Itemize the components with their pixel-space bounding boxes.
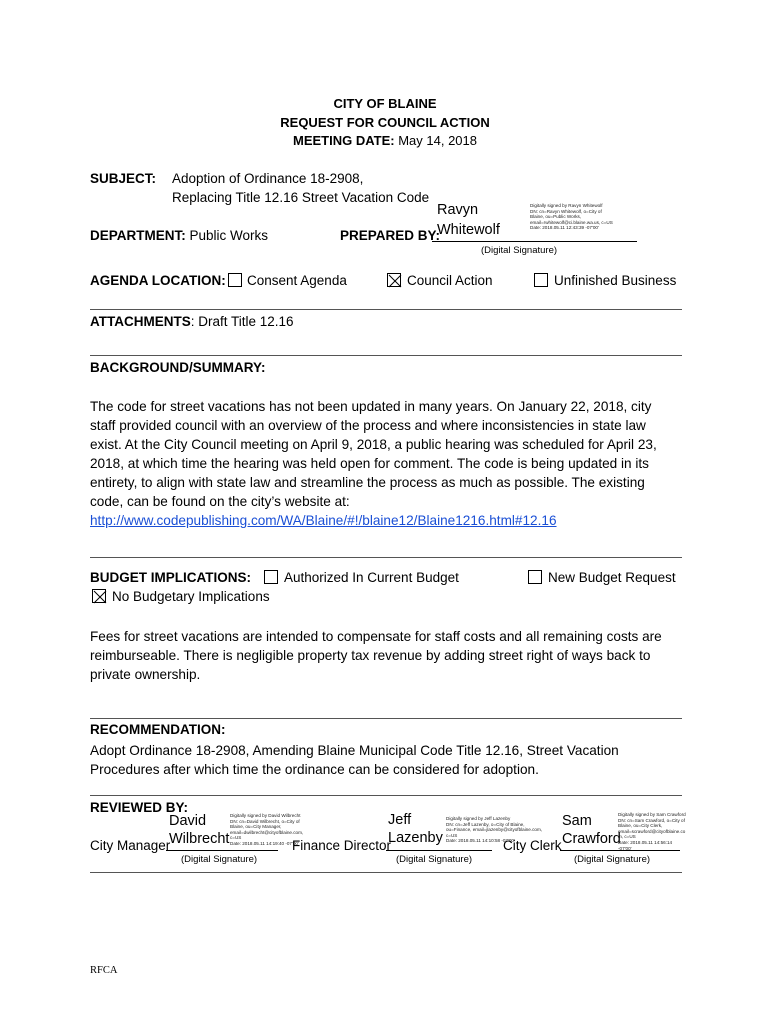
city-name: CITY OF BLAINE (333, 96, 437, 111)
finance-director-signature-details: Digitally signed by Jeff Lazenby DN: cn=Jeff Lazenby, o=City of Blaine, ou=Finance, email=jlazenby@cityofblaine.com, c=US Date: 2018.05.11 14:10:58 -07'00' (446, 816, 543, 844)
budget-implications-label: BUDGET IMPLICATIONS: (90, 570, 251, 585)
meeting-date-row (0, 133, 770, 148)
city-clerk-signature-details: Digitally signed by Sam Crawford DN: cn=Sam Crawford, o=City of Blaine, ou=City Clerk, email=scrawford@cityofblaine.co m, c=US Date: 2018.05.11 14:56:14 -07'00' (618, 812, 686, 851)
city-manager-signature-line (166, 850, 278, 851)
no-budgetary-implications-checkbox[interactable] (92, 589, 106, 603)
divider (90, 309, 682, 310)
finance-director-label: Finance Director (292, 838, 392, 853)
department-row (90, 228, 268, 243)
attachments-value: Draft Title 12.16 (198, 314, 294, 329)
consent-agenda-checkbox[interactable] (228, 273, 242, 287)
footer-form-code: RFCA (90, 965, 118, 976)
divider (90, 718, 682, 719)
meeting-date-value: May 14, 2018 (398, 133, 477, 148)
authorized-budget-label: Authorized In Current Budget (284, 570, 459, 585)
prepared-by-signature-caption: (Digital Signature) (481, 245, 558, 256)
prepared-by-signature-details: Digitally signed by Ravyn Whitewolf DN: cn=Ravyn Whitewolf, o=City of Blaine, ou=Public Works, email=rwhitewolf@ci.blaine.wa.us, c=US Date: 2018.05.11 12:43:39 -07'00' (530, 203, 613, 231)
attachments-row: ATTACHMENTS: Draft Title 12.16 (90, 314, 294, 329)
background-label: BACKGROUND/SUMMARY: (90, 360, 266, 375)
city-clerk-signature-caption: (Digital Signature) (574, 854, 651, 865)
subject-line-1: Adoption of Ordinance 18-2908, (172, 171, 364, 186)
new-budget-request-label: New Budget Request (548, 570, 676, 585)
city-clerk-signature-line (560, 850, 680, 851)
consent-agenda-label: Consent Agenda (247, 273, 347, 288)
city-manager-signature-first: David (169, 813, 207, 829)
department-label: DEPARTMENT: (90, 228, 186, 243)
subject-label: SUBJECT: (90, 171, 157, 186)
budget-paragraph: Fees for street vacations are intended to compensate for staff costs and all remaining costs are reimburseable. There is negligible property tax revenue by adding street right of ways back to private ownership. (90, 629, 662, 682)
unfinished-business-checkbox[interactable] (534, 273, 548, 287)
divider (90, 795, 682, 796)
prepared-by-label: PREPARED BY: (340, 228, 441, 243)
finance-director-signature-line (386, 850, 492, 851)
city-clerk-label: City Clerk (503, 838, 562, 853)
finance-director-signature-first: Jeff (388, 812, 412, 828)
city-manager-signature-details: Digitally signed by David Wilbrecht DN: cn=David Wilbrecht, o=City of Blaine, ou=City Manager, email=dwilbrecht@cityofblaine.com, c=US Date: 2018.05.11 14:19:40 -07'00' (230, 813, 304, 846)
council-action-checkbox[interactable] (387, 273, 401, 287)
council-action-label: Council Action (407, 273, 493, 288)
prepared-by-signature-last: Whitewolf (437, 222, 500, 238)
city-clerk-signature-first: Sam (562, 813, 592, 829)
reviewed-by-label: REVIEWED BY: (90, 800, 189, 815)
form-title: REQUEST FOR COUNCIL ACTION (280, 115, 490, 130)
prepared-by-signature-first: Ravyn (437, 202, 479, 218)
divider (90, 872, 682, 873)
authorized-budget-checkbox[interactable] (264, 570, 278, 584)
new-budget-request-checkbox[interactable] (528, 570, 542, 584)
recommendation-paragraph: Adopt Ordinance 18-2908, Amending Blaine Municipal Code Title 12.16, Street Vacation Procedures after which time the ordinance can be considered for adoption. (90, 743, 619, 777)
city-manager-signature-caption: (Digital Signature) (181, 854, 258, 865)
city-manager-signature-last: Wilbrecht (169, 831, 230, 847)
attachments-label: ATTACHMENTS (90, 314, 191, 329)
prepared-by-signature-line (432, 241, 637, 242)
divider (90, 355, 682, 356)
divider (90, 557, 682, 558)
meeting-date-label: MEETING DATE: (293, 133, 395, 148)
city-clerk-signature-last: Crawford (562, 831, 621, 847)
recommendation-label: RECOMMENDATION: (90, 722, 226, 737)
code-website-link[interactable]: http://www.codepublishing.com/WA/Blaine/#!/blaine12/Blaine1216.html#12.16 (90, 513, 557, 528)
unfinished-business-label: Unfinished Business (554, 273, 677, 288)
no-budgetary-implications-label: No Budgetary Implications (112, 589, 270, 604)
checkmark-x-icon (93, 590, 107, 604)
subject-line-2: Replacing Title 12.16 Street Vacation Code (172, 190, 430, 205)
department-value: Public Works (189, 228, 269, 243)
city-manager-label: City Manager (90, 838, 171, 853)
finance-director-signature-caption: (Digital Signature) (396, 854, 473, 865)
checkmark-x-icon (388, 274, 402, 288)
finance-director-signature-last: Lazenby (388, 830, 443, 846)
agenda-location-label: AGENDA LOCATION: (90, 273, 226, 288)
background-paragraph: The code for street vacations has not been updated in many years. On January 22, 2018, city staff provided council with an overview of the process and where inconsistencies in state law exist. At the City Council meeting on April 9, 2018, a public hearing was scheduled for April 23, 2018, at which time the hearing was held open for comment. The code is being updated in its entirety, to align with state law and streamline the process as much as possible. The existing code, can be found on the city’s website at: http://www.codepublishing.com/WA/Blaine/#!/blaine12/Blaine1216.html#12.16 (90, 397, 690, 530)
